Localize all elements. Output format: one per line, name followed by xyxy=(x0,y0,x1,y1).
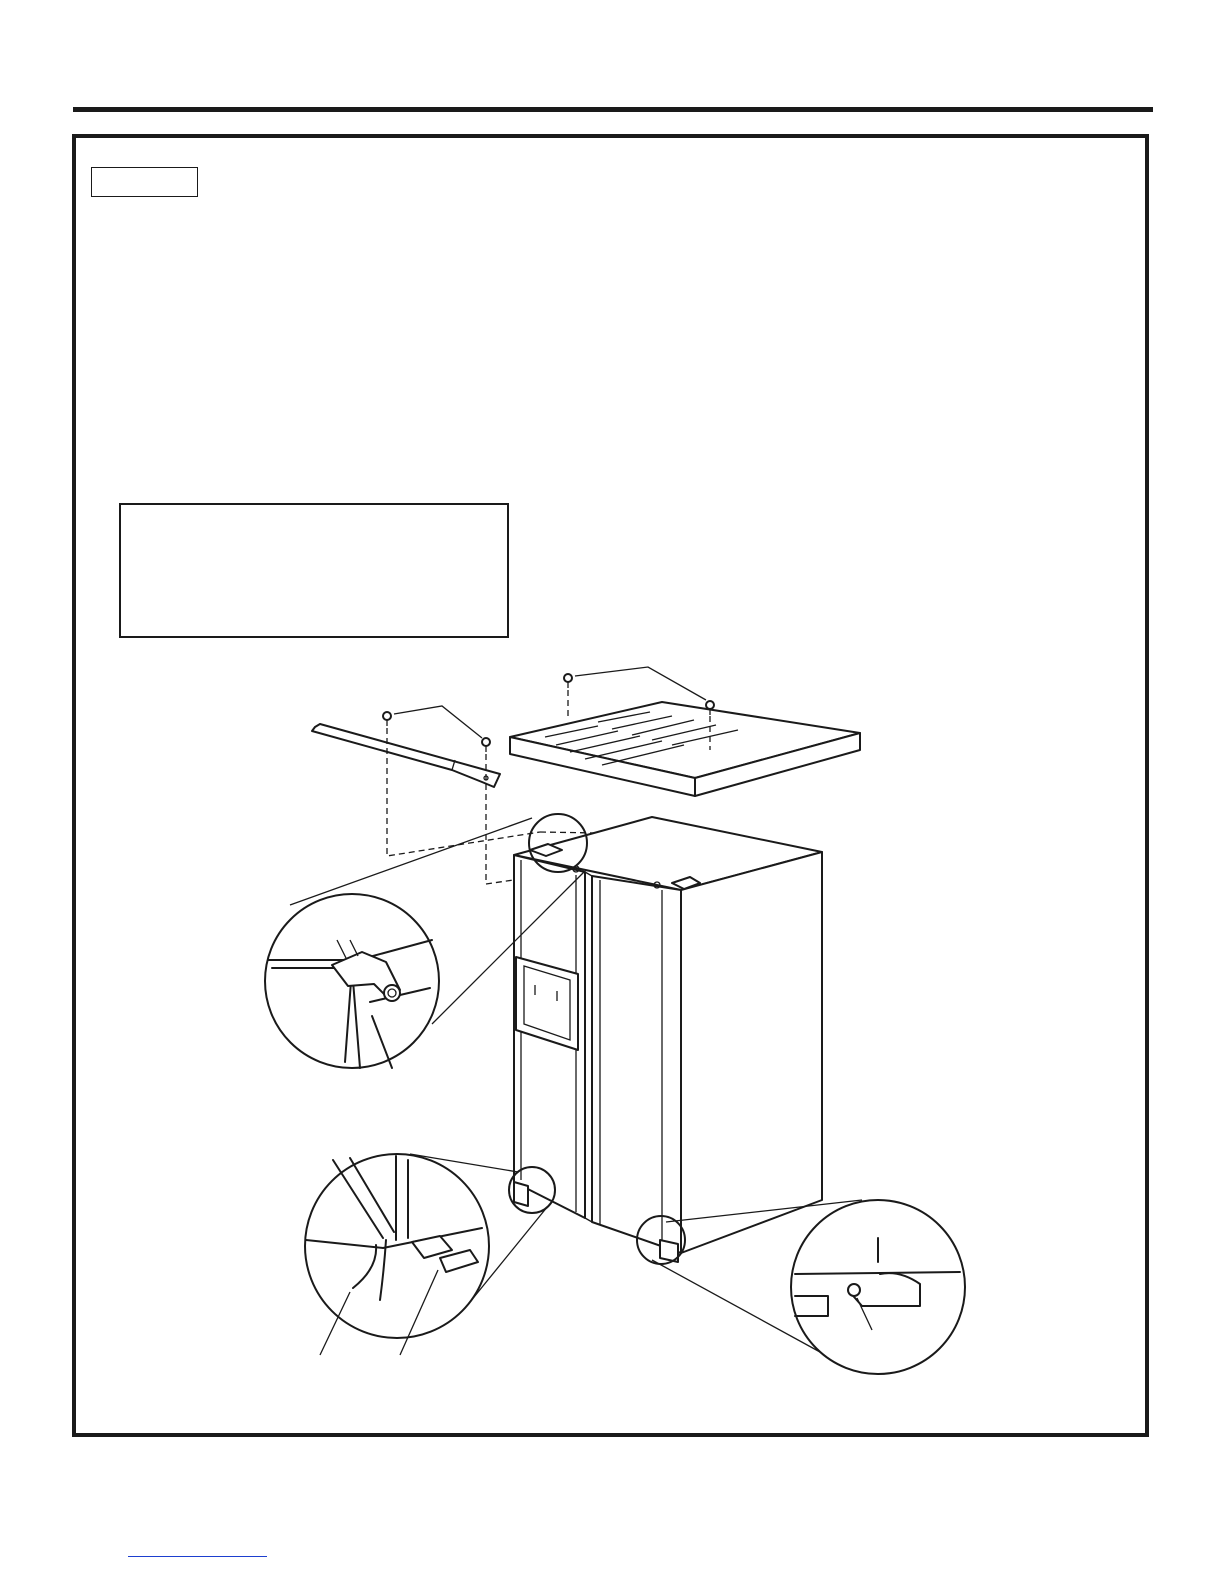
top-cover-panel xyxy=(510,702,860,796)
refrigerator-cabinet xyxy=(514,817,822,1262)
top-trim-bar xyxy=(312,724,500,787)
